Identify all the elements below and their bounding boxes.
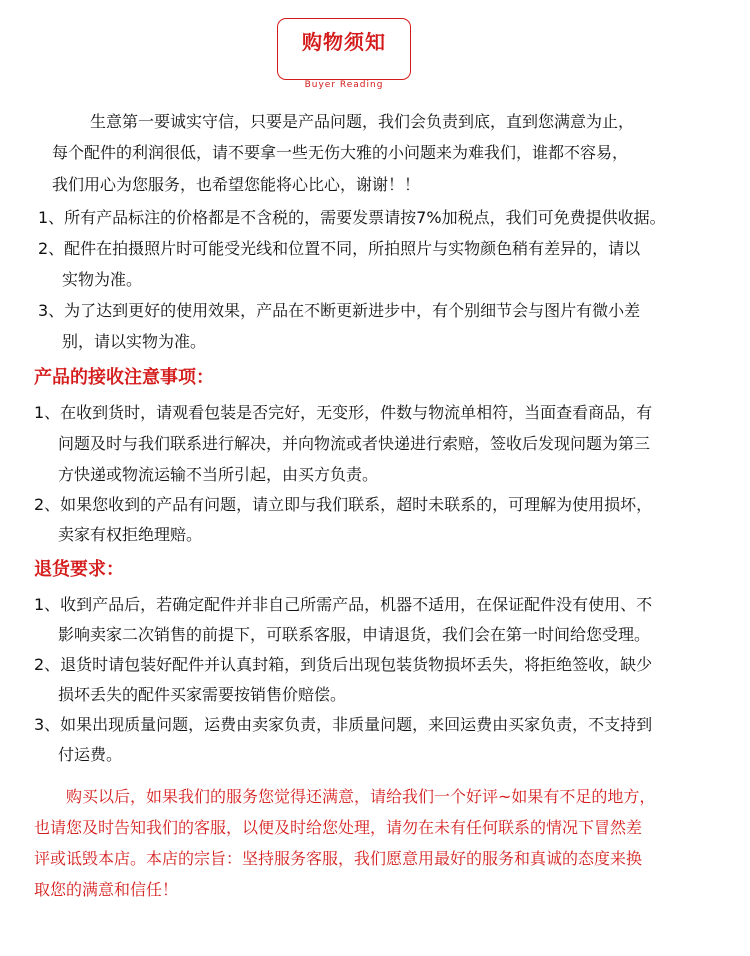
closing-line: 取您的满意和信任！ [34,880,179,899]
returns-item: 3、如果出现质量问题，运费由卖家负责，非质量问题，来回运费由买家负责，不支持到 [34,715,653,734]
returns-item: 1、收到产品后，若确定配件并非自己所需产品，机器不适用，在保证配件没有使用、不 [34,595,653,614]
receipt-item: 2、如果您收到的产品有问题，请立即与我们联系，超时未联系的，可理解为使用损坏， [34,495,653,514]
closing-line: 评或诋毁本店。本店的宗旨：坚持服务客服，我们愿意用最好的服务和真诚的态度来换 [34,849,643,868]
returns-item-cont: 损坏丢失的配件买家需要按销售价赔偿。 [58,685,347,704]
page-subtitle-wrap [277,66,411,90]
closing-line: 也请您及时告知我们的客服，以便及时给您处理，请勿在未有任何联系的情况下冒然差 [34,818,643,837]
receipt-item-cont: 卖家有权拒绝理赔。 [58,525,203,544]
intro-line: 生意第一要诚实守信，只要是产品问题，我们会负责到底，直到您满意为止， [90,112,635,131]
intro-line: 每个配件的利润很低，请不要拿一些无伤大雅的小问题来为难我们，谁都不容易， [52,143,629,162]
returns-heading: 退货要求： [34,559,124,580]
receipt-item-cont: 方快递或物流运输不当所引起，由买方负责。 [58,465,379,484]
page-subtitle: Buyer Reading [299,80,390,90]
note-item: 2、配件在拍摄照片时可能受光线和位置不同，所拍照片与实物颜色稍有差异的，请以 [38,239,641,258]
receipt-heading: 产品的接收注意事项： [34,367,214,388]
intro-line: 我们用心为您服务，也希望您能将心比心，谢谢！！ [52,175,421,194]
returns-item: 2、退货时请包装好配件并认真封箱，到货后出现包装货物损坏丢失，将拒绝签收，缺少 [34,655,653,674]
receipt-item-cont: 问题及时与我们联系进行解决，并向物流或者快递进行索赔，签收后发现问题为第三 [58,434,651,453]
note-item-cont: 实物为准。 [62,270,143,289]
returns-item-cont: 影响卖家二次销售的前提下，可联系客服，申请退货，我们会在第一时间给您受理。 [58,625,651,644]
note-item: 1、所有产品标注的价格都是不含税的，需要发票请按7%加税点，我们可免费提供收据。 [38,208,666,227]
returns-item-cont: 付运费。 [58,745,123,764]
note-item-cont: 别，请以实物为准。 [62,332,207,351]
title-badge [277,18,411,90]
closing-line: 购买以后，如果我们的服务您觉得还满意，请给我们一个好评~如果有不足的地方， [66,787,656,806]
page-title: 购物须知 [302,30,386,54]
note-item: 3、为了达到更好的使用效果，产品在不断更新进步中，有个别细节会与图片有微小差 [38,301,641,320]
receipt-item: 1、在收到货时，请观看包装是否完好，无变形，件数与物流单相符，当面查看商品，有 [34,403,653,422]
